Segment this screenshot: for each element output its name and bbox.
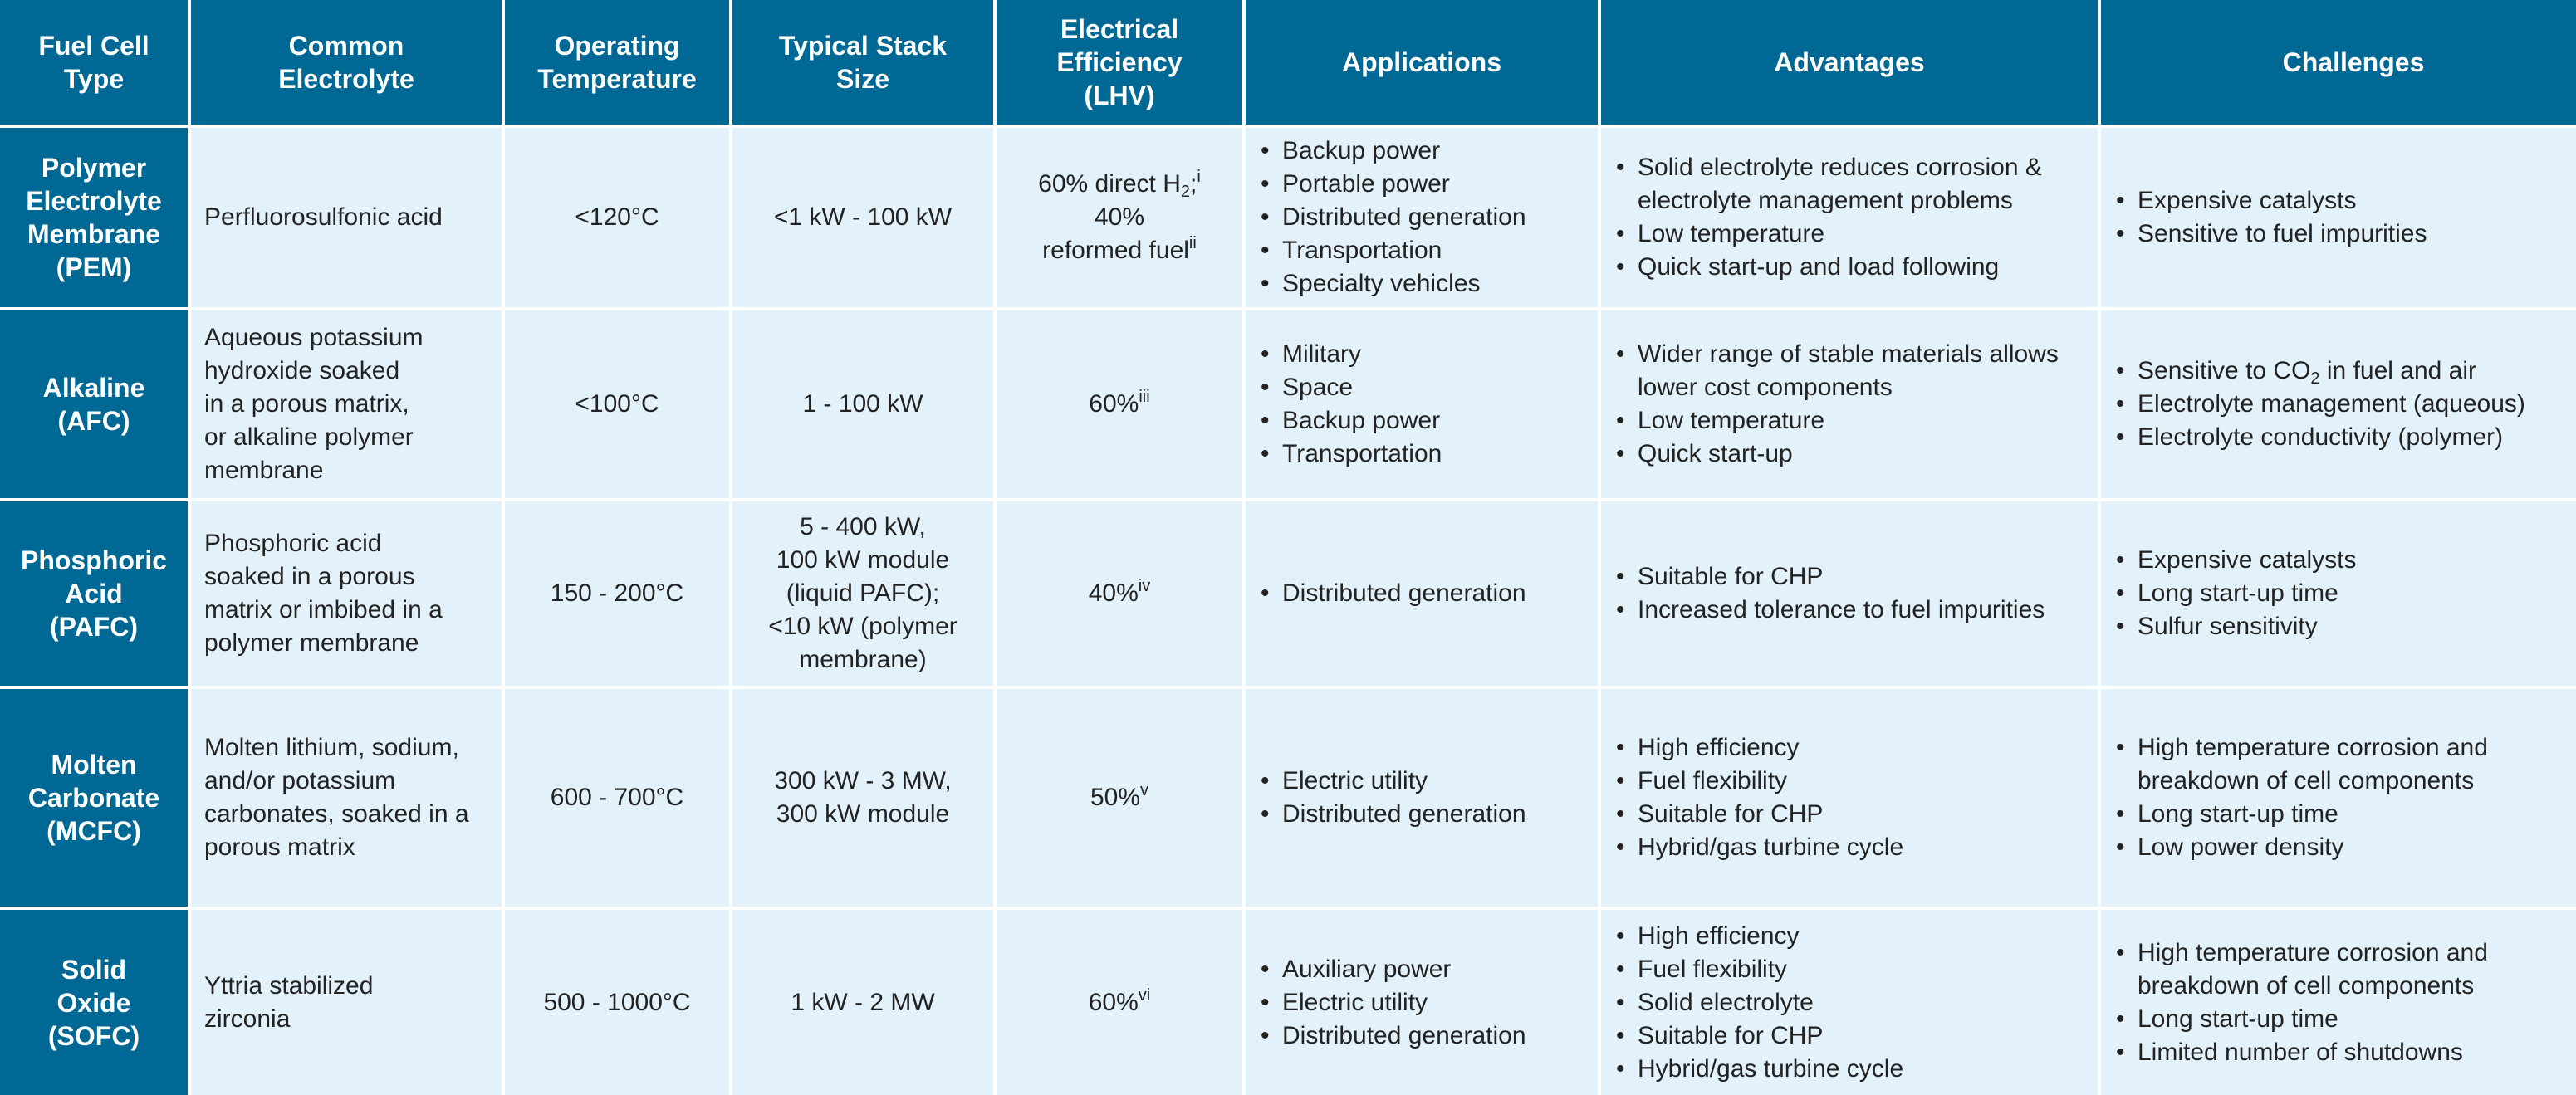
row-mcfc-applications [1246, 689, 1598, 907]
list-item: • Backup power [1259, 404, 1442, 438]
footnote-marker: vi [1138, 985, 1151, 1005]
row-sofc-applications [1246, 910, 1598, 1095]
challenge-text: Sensitive to CO [2138, 357, 2311, 384]
efficiency-text: 60% direct H [1038, 170, 1181, 198]
row-pem-efficiency [997, 128, 1242, 307]
efficiency-text: 60% [1088, 988, 1139, 1016]
list-item: • Low temperature [1614, 404, 2084, 438]
row-pem-applications [1246, 128, 1598, 307]
list-item: • Distributed generation [1259, 798, 1526, 831]
footnote-marker: iv [1138, 577, 1151, 595]
applications-list [1259, 134, 1526, 301]
footnote-marker: v [1140, 781, 1149, 799]
row-pafc-efficiency [997, 501, 1242, 686]
list-item: • High efficiency [1614, 920, 1903, 953]
row-pafc-challenges [2101, 501, 2576, 686]
row-pafc-type: Phosphoric Acid (PAFC) [0, 501, 188, 686]
row-pem-advantages [1601, 128, 2098, 307]
efficiency-text: 60% [1089, 390, 1139, 418]
row-sofc-electrolyte: Yttria stabilized zirconia [191, 910, 502, 1095]
header-electrical-efficiency: Electrical Efficiency (LHV) [997, 0, 1242, 125]
row-pem-stack-size: <1 kW - 100 kW [732, 128, 993, 307]
header-applications: Applications [1246, 0, 1598, 125]
list-item: • Electric utility [1259, 765, 1526, 798]
list-item: • Suitable for CHP [1614, 560, 2045, 594]
advantages-list [1614, 151, 2084, 284]
header-typical-stack-size: Typical Stack Size [732, 0, 993, 125]
list-item: • Hybrid/gas turbine cycle [1614, 1053, 1903, 1086]
row-sofc-advantages [1601, 910, 2098, 1095]
applications-list [1259, 765, 1526, 831]
list-item: • Hybrid/gas turbine cycle [1614, 831, 1903, 864]
row-afc-applications [1246, 310, 1598, 498]
list-item: • Expensive catalysts [2114, 544, 2356, 577]
list-item: • Solid electrolyte reduces corrosion & electrolyte management problems [1614, 151, 2084, 218]
list-item: • Portable power [1259, 168, 1526, 201]
row-pem-challenges [2101, 128, 2576, 307]
list-item: • Transportation [1259, 234, 1526, 267]
row-pafc-advantages [1601, 501, 2098, 686]
list-item: • Suitable for CHP [1614, 798, 1903, 831]
row-sofc-temperature: 500 - 1000°C [505, 910, 729, 1095]
list-item: • Electrolyte management (aqueous) [2114, 388, 2525, 421]
list-item: • Transportation [1259, 438, 1442, 471]
header-operating-temperature: Operating Temperature [505, 0, 729, 125]
list-item: • Distributed generation [1259, 577, 1526, 610]
list-item: • Specialty vehicles [1259, 267, 1526, 301]
row-mcfc-type: Molten Carbonate (MCFC) [0, 689, 188, 907]
row-pafc-temperature: 150 - 200°C [505, 501, 729, 686]
footnote-marker: i [1197, 168, 1201, 186]
challenges-list [2114, 936, 2576, 1069]
list-item: • Solid electrolyte [1614, 986, 1903, 1019]
list-item [2114, 354, 2525, 388]
footnote-marker: iii [1139, 388, 1150, 406]
header-advantages: Advantages [1601, 0, 2098, 125]
list-item: • High efficiency [1614, 731, 1903, 765]
challenge-text: in fuel and air [2319, 357, 2476, 384]
list-item: • Limited number of shutdowns [2114, 1036, 2576, 1069]
row-pem-type: Polymer Electrolyte Membrane (PEM) [0, 128, 188, 307]
list-item: • High temperature corrosion and breakdown of cell components [2114, 731, 2576, 798]
footnote-marker: ii [1188, 234, 1197, 252]
efficiency-text: 40% [1088, 579, 1139, 607]
applications-list [1259, 338, 1442, 471]
list-item: • Long start-up time [2114, 577, 2356, 610]
list-item: • Quick start-up and load following [1614, 251, 2084, 284]
advantages-list [1614, 920, 1903, 1086]
advantages-list [1614, 560, 2045, 627]
list-item: • Increased tolerance to fuel impurities [1614, 594, 2045, 627]
applications-list [1259, 953, 1526, 1053]
row-sofc-type: Solid Oxide (SOFC) [0, 910, 188, 1095]
row-afc-challenges [2101, 310, 2576, 498]
list-item: • Sulfur sensitivity [2114, 610, 2356, 643]
list-item: • Expensive catalysts [2114, 184, 2427, 218]
applications-list [1259, 577, 1526, 610]
list-item: • Wider range of stable materials allows lower cost components [1614, 338, 2084, 404]
challenges-list [2114, 354, 2525, 454]
list-item: • Suitable for CHP [1614, 1019, 1903, 1053]
subscript: 2 [1180, 183, 1191, 201]
list-item: • Fuel flexibility [1614, 953, 1903, 986]
list-item: • Electrolyte conductivity (polymer) [2114, 421, 2525, 454]
list-item: • Quick start-up [1614, 438, 2084, 471]
list-item: • Low temperature [1614, 218, 2084, 251]
row-pem-temperature: <120°C [505, 128, 729, 307]
row-afc-electrolyte: Aqueous potassium hydroxide soaked in a porous matrix, or alkaline polymer membrane [191, 310, 502, 498]
list-item: • Backup power [1259, 134, 1526, 168]
list-item: • Auxiliary power [1259, 953, 1526, 986]
row-pafc-stack-size: 5 - 400 kW, 100 kW module (liquid PAFC); <10 kW (polymer membrane) [732, 501, 993, 686]
efficiency-text: 50% [1090, 784, 1141, 811]
list-item: • Distributed generation [1259, 1019, 1526, 1053]
challenges-list [2114, 544, 2356, 643]
row-mcfc-advantages [1601, 689, 2098, 907]
row-mcfc-electrolyte: Molten lithium, sodium, and/or potassium carbonates, soaked in a porous matrix [191, 689, 502, 907]
row-mcfc-challenges [2101, 689, 2576, 907]
header-fuel-cell-type: Fuel Cell Type [0, 0, 188, 125]
subscript: 2 [2310, 369, 2320, 388]
row-afc-temperature: <100°C [505, 310, 729, 498]
row-pafc-electrolyte: Phosphoric acid soaked in a porous matrix or imbibed in a polymer membrane [191, 501, 502, 686]
row-pem-electrolyte: Perfluorosulfonic acid [191, 128, 502, 307]
row-sofc-efficiency [997, 910, 1242, 1095]
advantages-list [1614, 338, 2084, 471]
row-sofc-challenges [2101, 910, 2576, 1095]
row-pafc-applications [1246, 501, 1598, 686]
challenges-list [2114, 731, 2576, 864]
advantages-list [1614, 731, 1903, 864]
row-afc-advantages [1601, 310, 2098, 498]
list-item: • Fuel flexibility [1614, 765, 1903, 798]
list-item: • Space [1259, 371, 1442, 404]
row-afc-efficiency [997, 310, 1242, 498]
row-mcfc-stack-size: 300 kW - 3 MW, 300 kW module [732, 689, 993, 907]
row-afc-stack-size: 1 - 100 kW [732, 310, 993, 498]
list-item: • Electric utility [1259, 986, 1526, 1019]
list-item: • Distributed generation [1259, 201, 1526, 234]
list-item: • Long start-up time [2114, 798, 2576, 831]
row-mcfc-temperature: 600 - 700°C [505, 689, 729, 907]
efficiency-text: reformed fuel [1042, 237, 1189, 264]
efficiency-text: 40% [1094, 203, 1145, 231]
row-mcfc-efficiency [997, 689, 1242, 907]
list-item: • Military [1259, 338, 1442, 371]
header-common-electrolyte: Common Electrolyte [191, 0, 502, 125]
row-afc-type: Alkaline (AFC) [0, 310, 188, 498]
list-item: • Sensitive to fuel impurities [2114, 218, 2427, 251]
list-item: • High temperature corrosion and breakdown of cell components [2114, 936, 2576, 1003]
list-item: • Low power density [2114, 831, 2576, 864]
list-item: • Long start-up time [2114, 1003, 2576, 1036]
challenges-list [2114, 184, 2427, 251]
header-challenges: Challenges [2101, 0, 2576, 125]
efficiency-text: ; [1190, 170, 1197, 198]
row-sofc-stack-size: 1 kW - 2 MW [732, 910, 993, 1095]
